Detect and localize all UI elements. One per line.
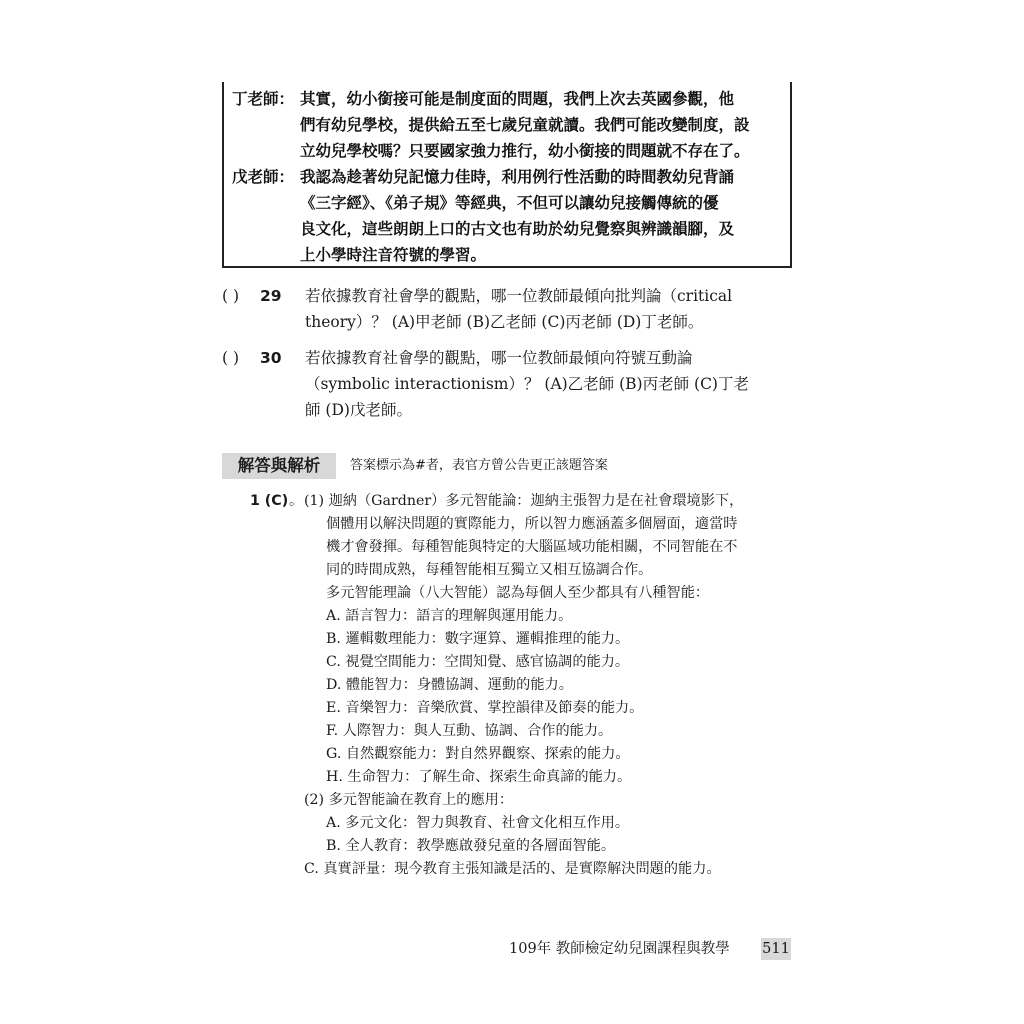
answer-line: (1) 迦納（Gardner）多元智能論：迦納主張智力是在社會環境影下， bbox=[304, 493, 744, 509]
answer-blank: ( ) bbox=[222, 287, 240, 305]
dialog-line: 立幼兒學校嗎？只要國家強力推行，幼小銜接的問題就不存在了。 bbox=[300, 142, 750, 160]
answer-line: B. 邏輯數理能力：數字運算、邏輯推理的能力。 bbox=[326, 631, 630, 647]
answer-line: D. 體能智力：身體協調、運動的能力。 bbox=[326, 677, 573, 693]
question-number: 29 bbox=[260, 287, 282, 305]
section-note: 答案標示為#者，表官方曾公告更正該題答案 bbox=[350, 458, 608, 473]
question-line: 若依據教育社會學的觀點，哪一位教師最傾向批判論（critical bbox=[305, 287, 733, 305]
answer-line: A. 語言智力：語言的理解與運用能力。 bbox=[326, 608, 573, 624]
answer-line: H. 生命智力：了解生命、探索生命真諦的能力。 bbox=[326, 769, 632, 785]
question-number: 30 bbox=[260, 349, 282, 367]
speaker-wu: 戊老師： bbox=[232, 168, 295, 186]
dialog-line: 們有幼兒學校，提供給五至七歲兒童就讀。我們可能改變制度，設 bbox=[300, 116, 750, 134]
page-number: 511 bbox=[761, 938, 791, 960]
answer-line: (2) 多元智能論在教育上的應用： bbox=[304, 792, 514, 808]
question-line: 若依據教育社會學的觀點，哪一位教師最傾向符號互動論 bbox=[305, 349, 693, 367]
dialog-box bbox=[222, 82, 792, 268]
answer-line: B. 全人教育：教學應啟發兒童的各層面智能。 bbox=[326, 838, 616, 854]
answer-blank: ( ) bbox=[222, 349, 240, 367]
dialog-line: 《三字經》、《弟子規》等經典，不但可以讓幼兒接觸傳統的優 bbox=[300, 194, 719, 212]
question-line: 師 (D)戊老師。 bbox=[305, 401, 412, 419]
answer-line: F. 人際智力：與人互動、協調、合作的能力。 bbox=[326, 723, 613, 739]
answer-line: C. 視覺空間能力：空間知覺、感官協調的能力。 bbox=[326, 654, 630, 670]
dialog-line: 我認為趁著幼兒記憶力佳時，利用例行性活動的時間教幼兒背誦 bbox=[300, 168, 735, 186]
answer-line: 個體用以解決問題的實際能力，所以智力應涵蓋多個層面，適當時 bbox=[326, 516, 738, 532]
section-title: 解答與解析 bbox=[222, 453, 336, 479]
speaker-ding: 丁老師： bbox=[232, 90, 295, 108]
dialog-line: 其實，幼小銜接可能是制度面的問題，我們上次去英國參觀，他 bbox=[300, 90, 735, 108]
dialog-line: 上小學時注音符號的學習。 bbox=[300, 246, 487, 264]
answer-line: 多元智能理論（八大智能）認為每個人至少都具有八種智能： bbox=[326, 585, 710, 601]
answer-line: 機才會發揮。每種智能與特定的大腦區域功能相關，不同智能在不 bbox=[326, 539, 738, 555]
answer-line: A. 多元文化：智力與教育、社會文化相互作用。 bbox=[326, 815, 630, 831]
question-line: （symbolic interactionism）？ (A)乙老師 (B)丙老師 (C)丁老 bbox=[305, 375, 749, 393]
answer-line: 同的時間成熟，每種智能相互獨立又相互協調合作。 bbox=[326, 562, 653, 578]
answer-circle-mark: 。 bbox=[289, 493, 304, 509]
answer-number: 1 (C) bbox=[250, 493, 289, 509]
answer-line: G. 自然觀察能力：對自然界觀察、探索的能力。 bbox=[326, 746, 630, 762]
dialog-line: 良文化，這些朗朗上口的古文也有助於幼兒覺察與辨識韻腳，及 bbox=[300, 220, 735, 238]
question-line: theory）？ (A)甲老師 (B)乙老師 (C)丙老師 (D)丁老師。 bbox=[305, 313, 704, 331]
answer-line: E. 音樂智力：音樂欣賞、掌控韻律及節奏的能力。 bbox=[326, 700, 644, 716]
answer-line: C. 真實評量：現今教育主張知識是活的、是實際解決問題的能力。 bbox=[304, 861, 721, 877]
footer-title: 109年 教師檢定幼兒園課程與教學 bbox=[509, 941, 730, 957]
